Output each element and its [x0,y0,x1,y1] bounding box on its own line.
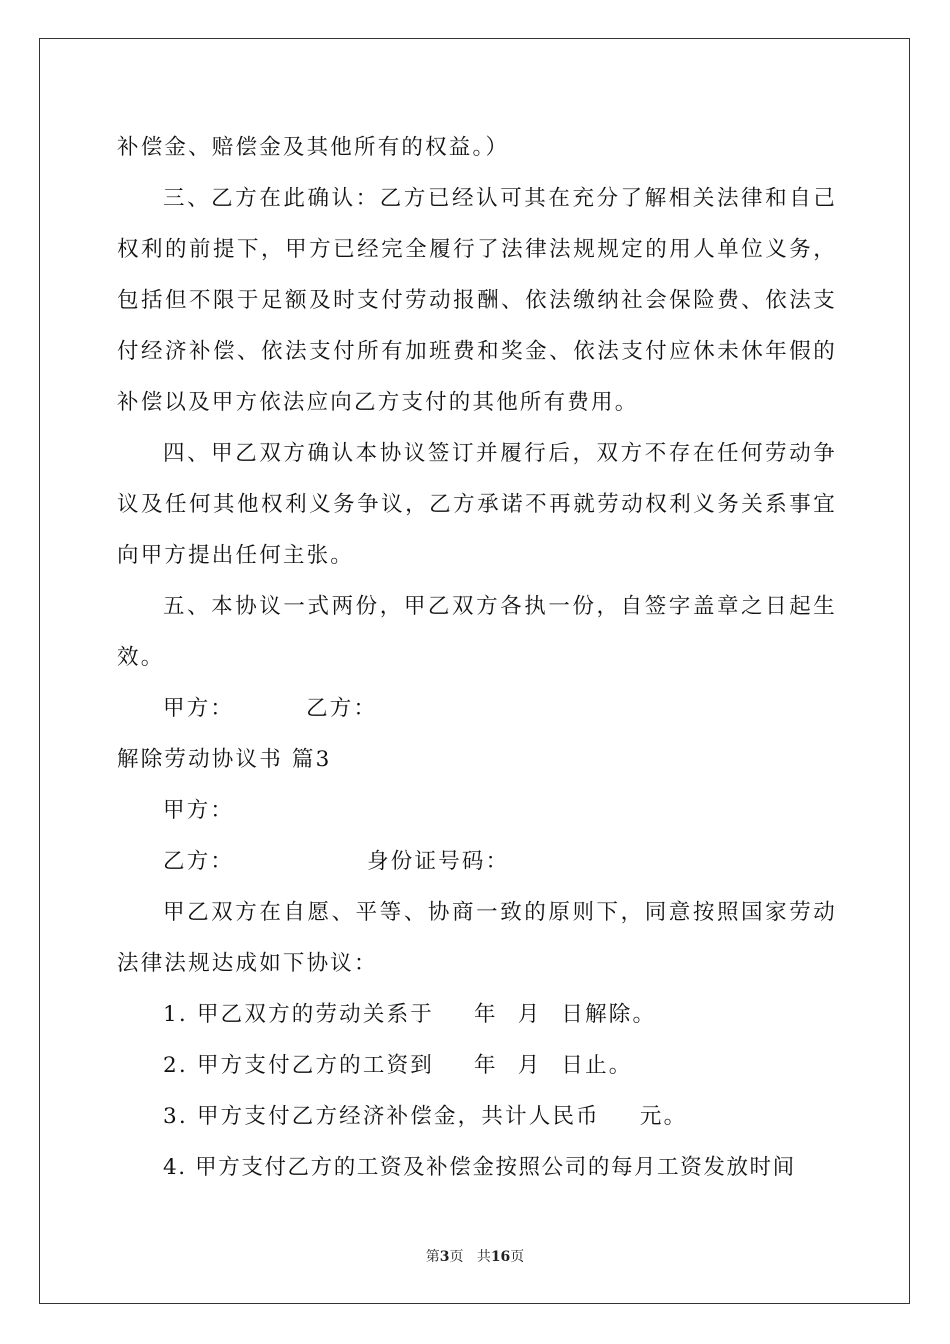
paragraph-line: 效。 [117,645,165,670]
paragraph-line: 法律法规达成如下协议： [117,951,378,976]
party-b-label: 乙方： [163,849,235,874]
page-footer: 第3页 共16页 [425,1249,525,1265]
agreement-item-4 [117,1142,837,1193]
day-label: 日解除。 [561,1002,657,1027]
party-b-line [117,836,837,887]
item-number: 2. [163,1053,188,1078]
month-label: 月 [517,1002,542,1027]
day-label: 日止。 [561,1053,633,1078]
month-label: 月 [517,1053,542,1078]
section-title: 解除劳动协议书 篇3 [117,747,332,772]
item-text: 甲方支付乙方的工资到 [196,1053,434,1078]
paragraph-line: 付经济补偿、依法支付所有加班费和奖金、依法支付应休未休年假的 [117,339,837,364]
paragraph-line: 五、本协议一式两份，甲乙双方各执一份，自签字盖章之日起生 [163,594,837,619]
item-number: 4. [163,1155,187,1180]
paragraph-line: 议及任何其他权利义务争议，乙方承诺不再就劳动权利义务关系事宜 [117,492,837,517]
paragraph-line: 三、乙方在此确认：乙方已经认可其在充分了解相关法律和自己 [163,186,837,211]
document-body [117,122,837,1193]
paragraph-line: 补偿以及甲方依法应向乙方支付的其他所有费用。 [117,390,639,415]
agreement-item-3 [117,1091,837,1142]
current-page-number: 3 [439,1249,450,1265]
item-number: 3. [163,1104,188,1129]
paragraph-line: 向甲方提出任何主张。 [117,543,355,568]
paragraph-line: 补偿金、赔偿金及其他所有的权益。） [117,135,510,160]
paragraph-line: 甲乙双方在自愿、平等、协商一致的原则下，同意按照国家劳动 [163,900,837,925]
party-b-signature-label: 乙方： [306,696,378,721]
party-a-label: 甲方： [163,798,235,823]
agreement-item-1 [117,989,837,1040]
item-number: 1. [163,1002,188,1027]
signature-line [117,683,837,734]
item-text: 甲方支付乙方的工资及补偿金按照公司的每月工资发放时间 [195,1155,796,1180]
total-page-number: 16 [490,1249,511,1265]
paragraph-line: 权利的前提下，甲方已经完全履行了法律法规规定的用人单位义务， [117,237,837,262]
agreement-item-2 [117,1040,837,1091]
currency-unit: 元。 [639,1104,688,1129]
item-text: 甲方支付乙方经济补偿金，共计人民币 [196,1104,600,1129]
id-number-label: 身份证号码： [367,849,510,874]
year-label: 年 [473,1053,498,1078]
paragraph-line: 包括但不限于足额及时支付劳动报酬、依法缴纳社会保险费、依法支 [117,288,837,313]
year-label: 年 [473,1002,498,1027]
item-text: 甲乙双方的劳动关系于 [196,1002,434,1027]
paragraph-line: 四、甲乙双方确认本协议签订并履行后，双方不存在任何劳动争 [163,441,837,466]
party-a-signature-label: 甲方： [163,696,235,721]
